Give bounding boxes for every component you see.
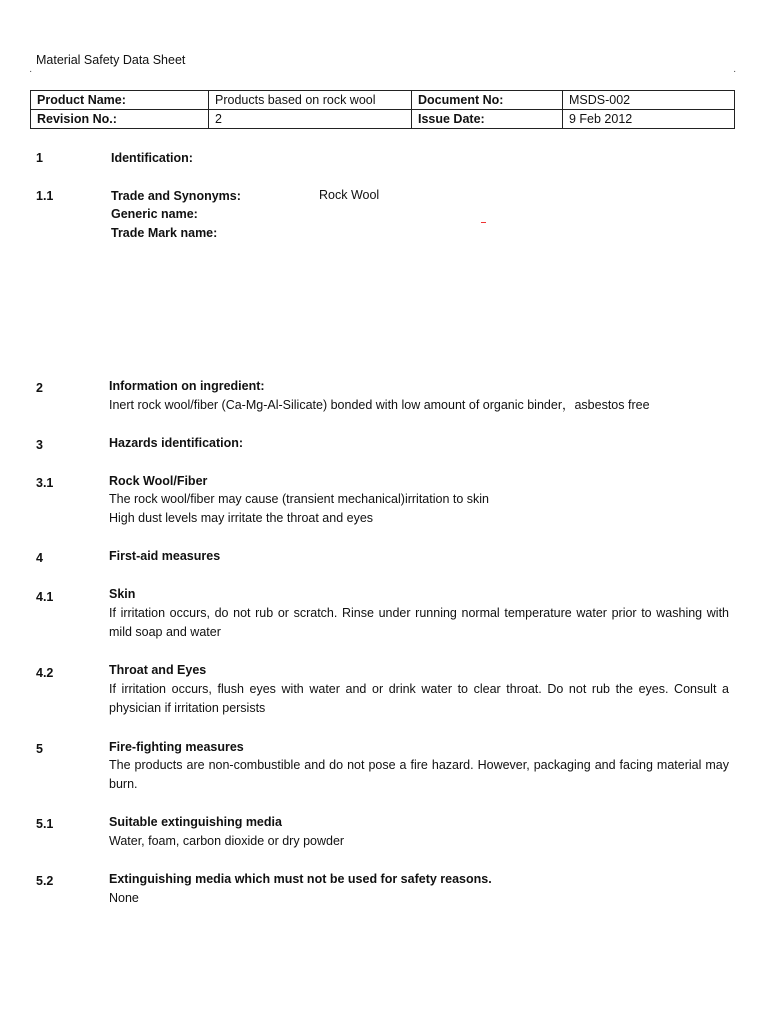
section-5-2-number: 5.2 — [36, 874, 54, 888]
section-5-2-text: None — [109, 891, 139, 905]
section-1-heading: Identification: — [111, 151, 193, 165]
issue-date-label: Issue Date: — [412, 110, 563, 129]
section-5-1-text: Water, foam, carbon dioxide or dry powder — [109, 834, 345, 848]
section-4-1-number: 4.1 — [36, 590, 54, 604]
header-row-2 — [31, 110, 735, 129]
section-2-number: 2 — [36, 381, 43, 395]
section-3-1-heading: Rock Wool/Fiber — [109, 474, 208, 488]
product-name-label: Product Name: — [31, 91, 209, 110]
section-2-heading: Information on ingredient: — [109, 379, 265, 393]
section-3-1-number: 3.1 — [36, 476, 54, 490]
section-4-2-heading: Throat and Eyes — [109, 663, 207, 677]
section-5-number: 5 — [36, 742, 43, 756]
section-4-heading: First-aid measures — [109, 549, 221, 563]
section-5-heading: Fire-fighting measures — [109, 740, 244, 754]
section-3-1-line-2: High dust levels may irritate the throat and eyes — [109, 511, 374, 525]
section-5-1-heading: Suitable extinguishing media — [109, 815, 282, 829]
section-5-text: The products are non-combustible and do not pose a fire hazard. However, packaging and facing material may burn. — [109, 758, 729, 791]
trade-synonyms-value: Rock Wool — [319, 188, 380, 202]
trade-synonyms-label: Trade and Synonyms: — [111, 189, 241, 203]
corner-dot-right: · — [733, 66, 737, 77]
trade-mark-name-label: Trade Mark name: — [111, 226, 218, 240]
section-4-1-heading: Skin — [109, 587, 136, 601]
revision-no-label: Revision No.: — [31, 110, 209, 129]
section-2-text: Inert rock wool/fiber (Ca-Mg-Al-Silicate) bonded with low amount of organic binder，asbestos free — [109, 398, 650, 412]
document-no-label: Document No: — [412, 91, 563, 110]
red-mark — [481, 222, 486, 223]
section-4-1-text: If irritation occurs, do not rub or scratch. Rinse under running normal temperature water prior to washing with mild soap and water — [109, 606, 729, 639]
generic-name-label: Generic name: — [111, 207, 198, 221]
issue-date-value: 9 Feb 2012 — [563, 110, 735, 129]
product-name-value: Products based on rock wool — [209, 91, 412, 110]
section-5-2-heading: Extinguishing media which must not be used for safety reasons. — [109, 872, 492, 886]
document-title: Material Safety Data Sheet — [36, 53, 186, 67]
section-4-2-number: 4.2 — [36, 666, 54, 680]
document-header-table — [30, 90, 735, 129]
section-3-1-line-1: The rock wool/fiber may cause (transient mechanical)irritation to skin — [109, 492, 490, 506]
corner-dot-left: · — [29, 66, 33, 77]
header-row-1 — [31, 91, 735, 110]
section-4-number: 4 — [36, 551, 43, 565]
section-4-2-text: If irritation occurs, flush eyes with water and or drink water to clear throat. Do not rub the eyes. Consult a physician if irritation persists — [109, 682, 729, 715]
section-5-1-number: 5.1 — [36, 817, 54, 831]
document-no-value: MSDS-002 — [563, 91, 735, 110]
section-1-1-number: 1.1 — [36, 189, 54, 203]
section-3-number: 3 — [36, 438, 43, 452]
section-3-heading: Hazards identification: — [109, 436, 244, 450]
revision-no-value: 2 — [209, 110, 412, 129]
section-1-number: 1 — [36, 151, 43, 165]
